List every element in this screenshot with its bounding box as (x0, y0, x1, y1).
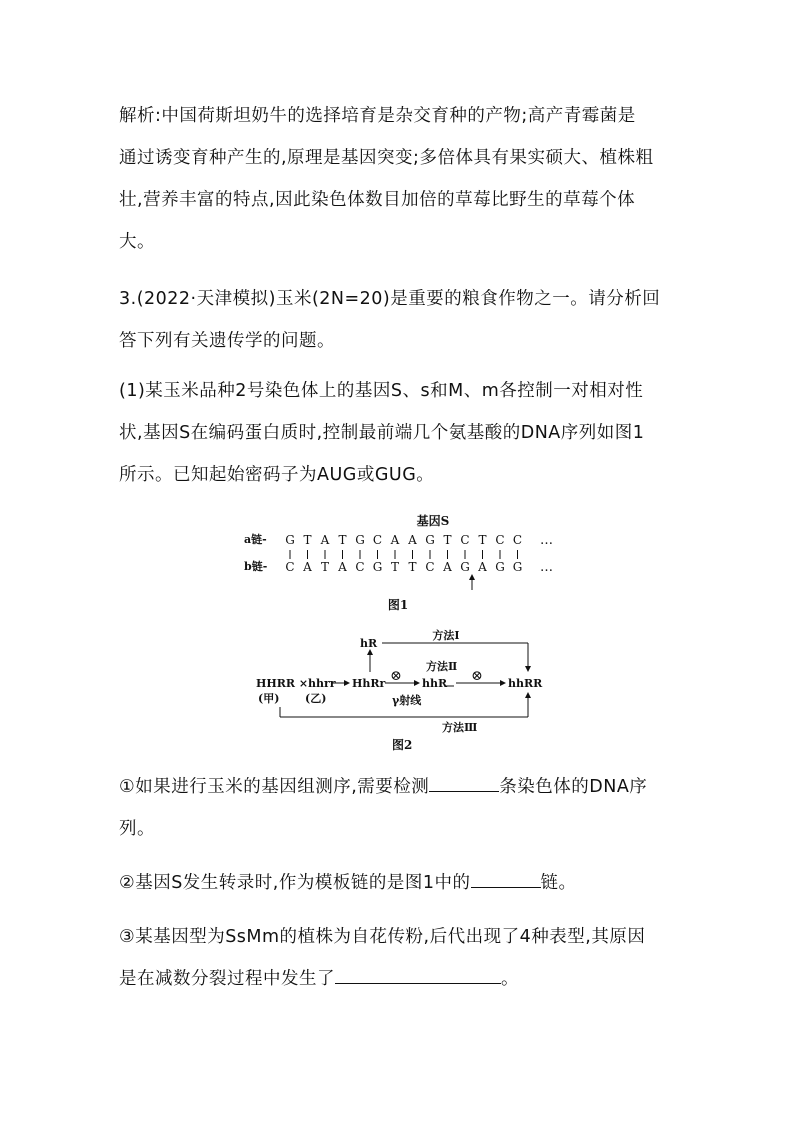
b-base-12: A (478, 560, 487, 574)
haploid-hr: hR (360, 637, 378, 650)
selfing-symbol-1: ⊗ (390, 668, 402, 684)
q3-line-1: ③某基因型为SsMm的植株为自花传粉,后代出现了4种表型,其原因 (119, 927, 646, 947)
question-line-2: 答下列有关遗传学的问题。 (119, 331, 335, 351)
b-base-11: G (460, 560, 470, 574)
a-base-14: C (512, 533, 523, 547)
start-arrow-head (469, 574, 475, 580)
arrow-to-target-head (500, 680, 506, 686)
b-base-4: A (338, 560, 347, 574)
a-strand-bases (285, 533, 522, 547)
method1-label: 方法Ⅰ (432, 629, 460, 642)
b-base-2: A (303, 560, 312, 574)
a-base-7: A (390, 533, 400, 547)
arrow-to-hhr-head (414, 680, 420, 686)
analysis-line-3: 壮,营养丰富的特点,因此染色体数目加倍的草莓比野生的草莓个体 (119, 190, 636, 210)
parent-label-jia: (甲) (258, 692, 280, 705)
q1-line-2: 列。 (119, 819, 155, 839)
b-base-7: T (390, 560, 400, 574)
q1-text-2: 条染色体的DNA序 (499, 777, 648, 797)
analysis-line-2: 通过诱变育种产生的,原理是基因突变;多倍体具有果实硕大、植株粗 (119, 148, 654, 168)
b-base-1: C (285, 560, 295, 574)
a-base-3: A (320, 533, 330, 547)
a-strand-label: a链- (244, 533, 267, 546)
genotype-hhr: hhR (422, 677, 448, 690)
q3-answer-blank[interactable] (335, 966, 501, 985)
method3-label: 方法Ⅲ (442, 721, 478, 734)
parent-hhrr: hhrr (308, 677, 336, 690)
figure-2-caption: 图2 (392, 738, 413, 752)
q3-text-2: 。 (501, 969, 519, 989)
figure-1-caption: 图1 (387, 598, 409, 612)
question-3-stem (119, 278, 689, 362)
figure-1-svg (240, 508, 560, 618)
base-pair-lines (290, 550, 518, 559)
f1-hhrr: HhRr (352, 677, 386, 690)
a-base-11: C (460, 533, 470, 547)
a-strand-ellipsis: … (540, 533, 553, 548)
arrow-to-f1-head (344, 680, 350, 686)
q3 (119, 916, 689, 1000)
target-hhrr: hhRR (508, 677, 543, 690)
selfing-symbol-2: ⊗ (471, 668, 483, 684)
a-base-5: G (355, 533, 365, 547)
a-base-8: A (408, 533, 417, 547)
a-base-12: T (478, 533, 487, 547)
a-base-4: T (338, 533, 347, 547)
figure-2-svg (250, 625, 550, 755)
a-base-2: T (303, 533, 312, 547)
q2-text-1: ②基因S发生转录时,作为模板链的是图1中的 (119, 873, 471, 893)
analysis-line-1: 解析:中国荷斯坦奶牛的选择培育是杂交育种的产物;高产青霉菌是 (119, 106, 636, 126)
part1-line-1: (1)某玉米品种2号染色体上的基因S、s和M、m各控制一对相对性 (119, 381, 644, 401)
b-base-5: C (355, 560, 365, 574)
q1 (119, 766, 689, 850)
question-line-1: 3.(2022·天津模拟)玉米(2N=20)是重要的粮食作物之一。请分析回 (119, 289, 661, 309)
b-base-9: C (425, 560, 435, 574)
figure-1 (240, 508, 560, 618)
analysis-line-4: 大。 (119, 232, 155, 252)
part1-line-2: 状,基因S在编码蛋白质时,控制最前端几个氨基酸的DNA序列如图1 (119, 423, 645, 443)
q2-answer-blank[interactable] (471, 870, 541, 889)
gene-s-label: 基因S (416, 514, 450, 528)
a-base-9: G (425, 533, 435, 547)
q2-text-2: 链。 (540, 873, 577, 893)
method1-arrow-head (525, 666, 531, 672)
a-base-6: C (372, 533, 383, 547)
q3-text-1: 是在减数分裂过程中发生了 (119, 969, 335, 989)
method3-arrow-head (525, 692, 531, 698)
analysis-paragraph (119, 95, 689, 263)
b-strand-label: b链- (244, 560, 268, 573)
b-base-8: T (408, 560, 417, 574)
b-strand-ellipsis: … (540, 560, 553, 575)
q1-answer-blank[interactable] (429, 774, 499, 793)
b-base-3: T (320, 560, 330, 574)
a-base-10: T (443, 533, 452, 547)
part1-line-3: 所示。已知起始密码子为AUG或GUG。 (119, 465, 435, 485)
b-base-13: G (495, 560, 505, 574)
method2-label: 方法Ⅱ (426, 660, 458, 673)
figure-2 (250, 625, 550, 755)
b-base-14: G (512, 560, 523, 574)
b-base-6: G (372, 560, 383, 574)
a-base-1: G (285, 533, 295, 547)
q2 (119, 862, 689, 904)
gamma-label: γ射线 (392, 694, 422, 707)
a-base-13: C (495, 533, 505, 547)
parent-label-yi: (乙) (305, 692, 327, 705)
q1-text-1: ①如果进行玉米的基因组测序,需要检测 (119, 777, 430, 797)
b-strand-bases (285, 560, 522, 574)
b-base-10: A (443, 560, 452, 574)
parent-cross: HHRR × (256, 677, 309, 690)
part-1-stem (119, 370, 689, 496)
